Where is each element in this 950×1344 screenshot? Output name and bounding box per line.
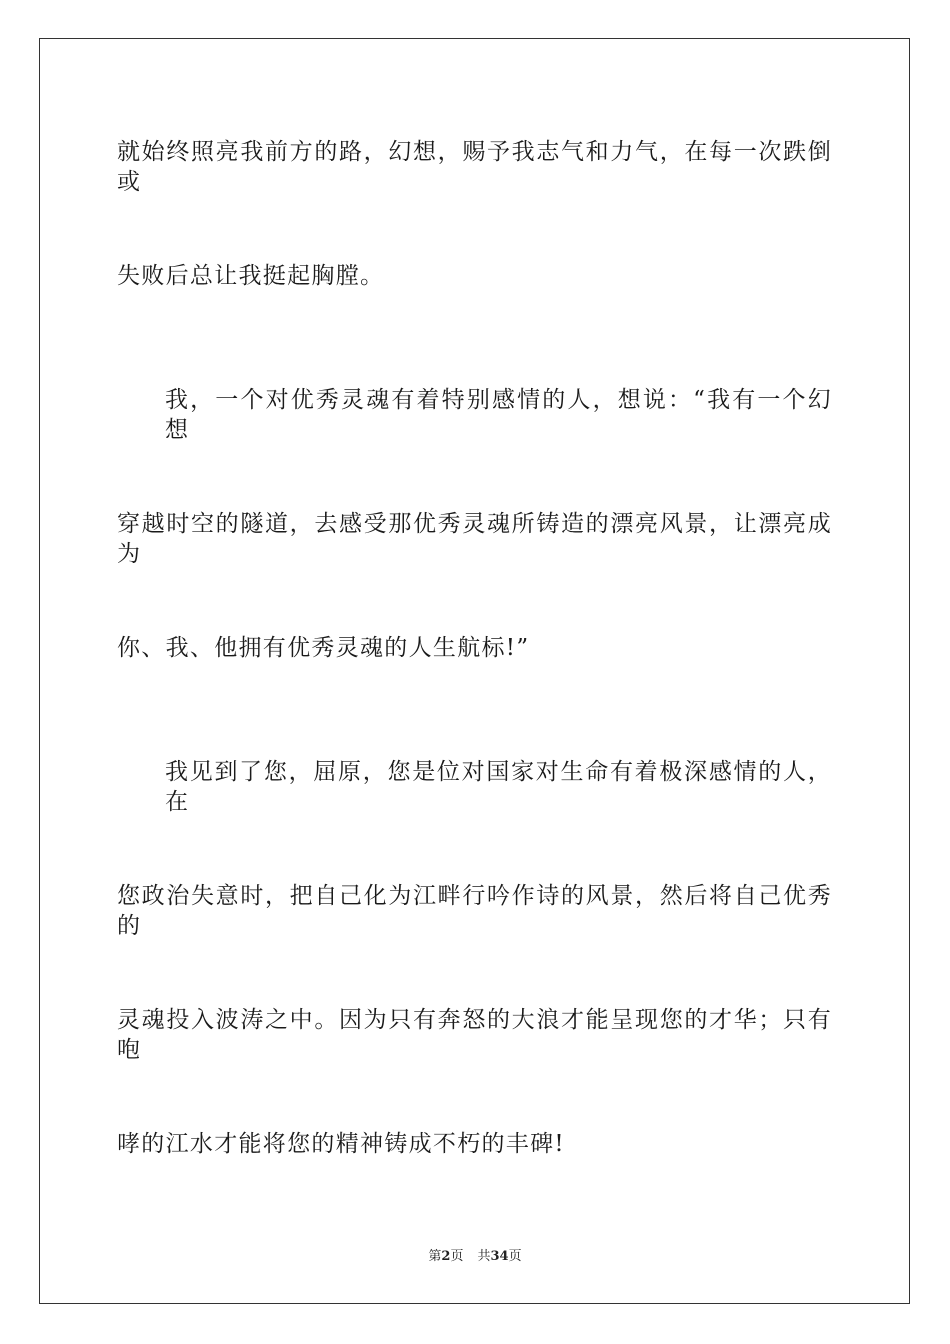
text-line: 你、我、他拥有优秀灵魂的人生航标!” [117, 635, 530, 661]
total-prefix: 共 [477, 1249, 491, 1264]
total-suffix: 页 [508, 1249, 522, 1264]
text-line: 失败后总让我挺起胸膛。 [117, 263, 385, 289]
page-prefix: 第 [428, 1249, 442, 1264]
text-line: 就始终照亮我前方的路，幻想，赐予我志气和力气，在每一次跌倒或 [117, 139, 832, 195]
total-pages: 34 [490, 1249, 509, 1264]
page-footer [0, 1249, 950, 1265]
page-suffix: 页 [450, 1249, 464, 1264]
text-line: 您政治失意时，把自己化为江畔行吟作诗的风景，然后将自己优秀的 [117, 883, 832, 939]
text-line: 哮的江水才能将您的精神铸成不朽的丰碑! [117, 1131, 565, 1157]
text-line: 穿越时空的隧道，去感受那优秀灵魂所铸造的漂亮风景，让漂亮成为 [117, 511, 832, 567]
text-line: 灵魂投入波涛之中。因为只有奔怒的大浪才能呈现您的才华；只有咆 [117, 1007, 832, 1063]
page-border [39, 38, 910, 1304]
page-number: 2 [441, 1249, 451, 1264]
paragraph-first-line: 我，一个对优秀灵魂有着特别感情的人，想说：“我有一个幻想 [165, 387, 832, 443]
paragraph-first-line: 我见到了您，屈原，您是位对国家对生命有着极深感情的人，在 [165, 759, 832, 815]
